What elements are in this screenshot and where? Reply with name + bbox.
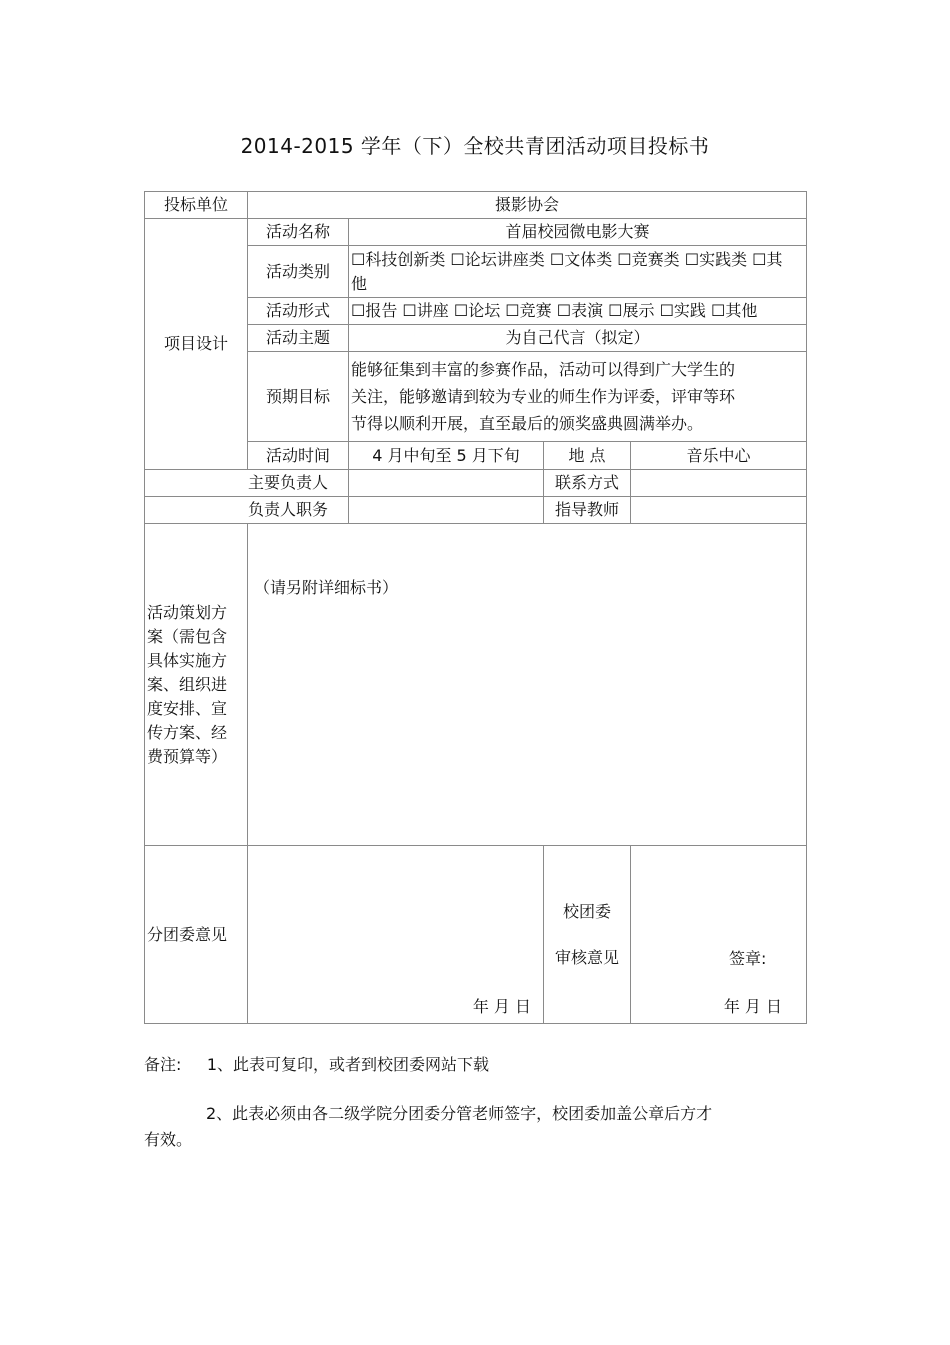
advisor-value: [631, 497, 807, 524]
row-bid-unit: [145, 192, 807, 219]
contact-value: [631, 470, 807, 497]
activity-time-value: 4 月中旬至 5 月下旬: [349, 442, 544, 470]
expected-goal-label: 预期目标: [248, 352, 349, 442]
advisor-label: 指导教师: [544, 497, 631, 524]
branch-opinion-label: 分团委意见: [145, 846, 248, 1024]
school-review-line1: 校团委: [562, 901, 611, 921]
bid-form-table: [144, 191, 807, 1024]
activity-name-label: 活动名称: [248, 219, 349, 246]
school-review-label: [544, 846, 631, 1024]
activity-category-label: 活动类别: [248, 246, 349, 298]
plan-label-line: 费预算等）: [147, 746, 228, 766]
note-1: 备注: 1、此表可复印，或者到校团委网站下载: [144, 1055, 490, 1074]
plan-label-line: 具体实施方: [147, 650, 228, 670]
row-activity-plan: [145, 524, 807, 846]
note-2-line1: 2、此表必须由各二级学院分团委分管老师签字，校团委加盖公章后方才: [206, 1104, 713, 1123]
expected-goal-value: [349, 352, 807, 442]
activity-category-line2: 他: [351, 273, 368, 293]
activity-theme-label: 活动主题: [248, 325, 349, 352]
bid-unit-label: 投标单位: [145, 192, 248, 219]
leader-position-label-text: 负责人职务: [248, 500, 329, 519]
activity-category-line1: ☐科技创新类 ☐论坛讲座类 ☐文体类 ☐竞赛类 ☐实践类 ☐其: [351, 249, 783, 269]
plan-value: [248, 524, 807, 846]
row-opinions: [145, 846, 807, 1024]
school-review-line2: 审核意见: [554, 947, 619, 967]
row-main-leader: [145, 470, 807, 497]
school-date: 年 月 日: [723, 997, 783, 1016]
plan-label-line: 案（需包含: [147, 626, 228, 646]
document-title: 2014-2015 学年（下）全校共青团活动项目投标书: [240, 134, 710, 158]
contact-label: 联系方式: [544, 470, 631, 497]
row-leader-position: [145, 497, 807, 524]
expected-goal-line3: 节得以顺利开展，直至最后的颁奖盛典圆满举办。: [351, 414, 704, 433]
expected-goal-line1: 能够征集到丰富的参赛作品，活动可以得到广大学生的: [351, 360, 736, 379]
project-design-label: 项目设计: [145, 219, 248, 470]
activity-time-label: 活动时间: [248, 442, 349, 470]
seal-label: 签章:: [729, 949, 767, 968]
main-leader-value: [349, 470, 544, 497]
leader-position-value: [349, 497, 544, 524]
note-2-line2: 有效。: [144, 1130, 193, 1149]
bid-unit-value: 摄影协会: [248, 192, 807, 219]
plan-label-line: 度安排、宣: [147, 698, 228, 718]
activity-category-value: [349, 246, 807, 298]
branch-opinion-area: [248, 846, 544, 1024]
activity-form-label: 活动形式: [248, 298, 349, 325]
location-value: 音乐中心: [631, 442, 807, 470]
school-review-area: [631, 846, 807, 1024]
activity-name-value: 首届校园微电影大赛: [349, 219, 807, 246]
branch-date: 年 月 日: [472, 997, 531, 1016]
activity-theme-value: 为自己代言（拟定）: [349, 325, 807, 352]
note-2: [144, 1101, 784, 1153]
location-label: 地 点: [544, 442, 631, 470]
plan-label-line: 传方案、经: [147, 722, 228, 742]
plan-value-text: （请另附详细标书）: [254, 578, 399, 597]
leader-position-label: [145, 497, 349, 524]
main-leader-label: [145, 470, 349, 497]
main-leader-label-text: 主要负责人: [248, 473, 329, 492]
activity-form-value: ☐报告 ☐讲座 ☐论坛 ☐竞赛 ☐表演 ☐展示 ☐实践 ☐其他: [349, 298, 807, 325]
expected-goal-line2: 关注，能够邀请到较为专业的师生作为评委，评审等环: [351, 387, 736, 406]
plan-label-line: 案、组织进: [147, 674, 228, 694]
plan-label: [145, 524, 248, 846]
row-activity-name: [145, 219, 807, 246]
plan-label-line: 活动策划方: [147, 602, 228, 622]
